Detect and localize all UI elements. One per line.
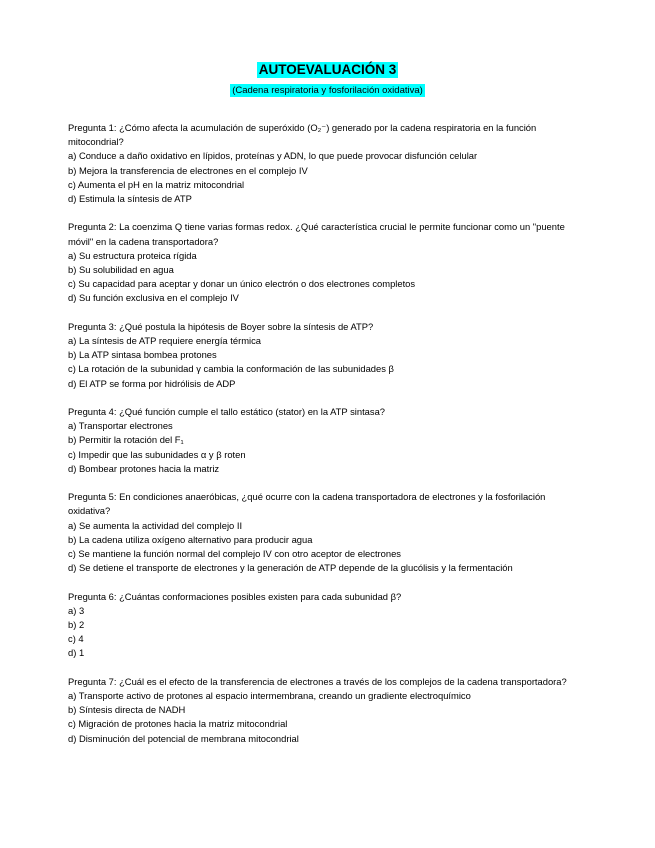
question-4	[68, 405, 580, 476]
question-text: Pregunta 2: La coenzima Q tiene varias formas redox. ¿Qué característica crucial le permite funcionar como un "puente móvil" en la cadena transportadora?	[68, 221, 565, 247]
question-3	[68, 320, 580, 391]
page-subtitle: (Cadena respiratoria y fosforilación oxidativa)	[232, 85, 423, 96]
option-a: a) La síntesis de ATP requiere energía térmica	[68, 335, 261, 347]
option-c: c) Se mantiene la función normal del complejo IV con otro aceptor de electrones	[68, 548, 401, 560]
option-c: c) Impedir que las subunidades α y β roten	[68, 448, 246, 460]
option-a: a) Su estructura proteica rígida	[68, 249, 197, 261]
question-2	[68, 220, 580, 305]
option-c: c) Aumenta el pH en la matriz mitocondrial	[68, 178, 245, 190]
option-a: a) Conduce a daño oxidativo en lípidos, proteínas y ADN, lo que puede provocar disfunción celular	[68, 150, 478, 162]
option-b: b) La ATP sintasa bombea protones	[68, 349, 217, 361]
option-a: a) Transporte activo de protones al espacio intermembrana, creando un gradiente electroquímico	[68, 690, 471, 702]
question-text: Pregunta 5: En condiciones anaeróbicas, ¿qué ocurre con la cadena transportadora de electrones y la fosforilación oxidativa?	[68, 491, 546, 517]
question-list	[68, 121, 580, 760]
option-a: a) Transportar electrones	[68, 420, 173, 432]
question-text: Pregunta 6: ¿Cuántas conformaciones posibles existen para cada subunidad β?	[68, 590, 402, 602]
option-b: b) 2	[68, 619, 85, 631]
option-b: b) Síntesis directa de NADH	[68, 704, 186, 716]
option-b: b) Permitir la rotación del F₁	[68, 434, 184, 446]
option-d: d) El ATP se forma por hidrólisis de ADP	[68, 377, 236, 389]
option-a: a) Se aumenta la actividad del complejo II	[68, 519, 243, 531]
option-b: b) Mejora la transferencia de electrones en el complejo IV	[68, 164, 308, 176]
option-d: d) Estimula la síntesis de ATP	[68, 193, 192, 205]
option-c: c) Su capacidad para aceptar y donar un único electrón o dos electrones completos	[68, 278, 416, 290]
option-d: d) Su función exclusiva en el complejo IV	[68, 292, 239, 304]
option-b: b) La cadena utiliza oxígeno alternativo para producir agua	[68, 533, 313, 545]
option-b: b) Su solubilidad en agua	[68, 264, 174, 276]
option-d: d) Bombear protones hacia la matriz	[68, 462, 220, 474]
question-text: Pregunta 4: ¿Qué función cumple el tallo estático (stator) en la ATP sintasa?	[68, 406, 386, 418]
header	[0, 61, 655, 98]
option-d: d) 1	[68, 647, 85, 659]
option-c: c) 4	[68, 633, 84, 645]
question-6	[68, 590, 580, 661]
option-d: d) Se detiene el transporte de electrones y la generación de ATP depende de la glucólisis y la fermentación	[68, 562, 513, 574]
option-c: c) Migración de protones hacia la matriz mitocondrial	[68, 718, 288, 730]
question-text: Pregunta 3: ¿Qué postula la hipótesis de Boyer sobre la síntesis de ATP?	[68, 320, 374, 332]
page-title: AUTOEVALUACIÓN 3	[258, 62, 397, 77]
option-c: c) La rotación de la subunidad γ cambia la conformación de las subunidades β	[68, 363, 394, 375]
question-1	[68, 121, 580, 206]
question-5	[68, 490, 580, 575]
option-d: d) Disminución del potencial de membrana mitocondrial	[68, 732, 299, 744]
question-7	[68, 675, 580, 746]
option-a: a) 3	[68, 604, 85, 616]
question-text: Pregunta 1: ¿Cómo afecta la acumulación de superóxido (O₂⁻) generado por la cadena respiratoria en la función mitocondrial?	[68, 122, 537, 148]
question-text: Pregunta 7: ¿Cuál es el efecto de la transferencia de electrones a través de los complejos de la cadena transportadora?	[68, 675, 567, 687]
